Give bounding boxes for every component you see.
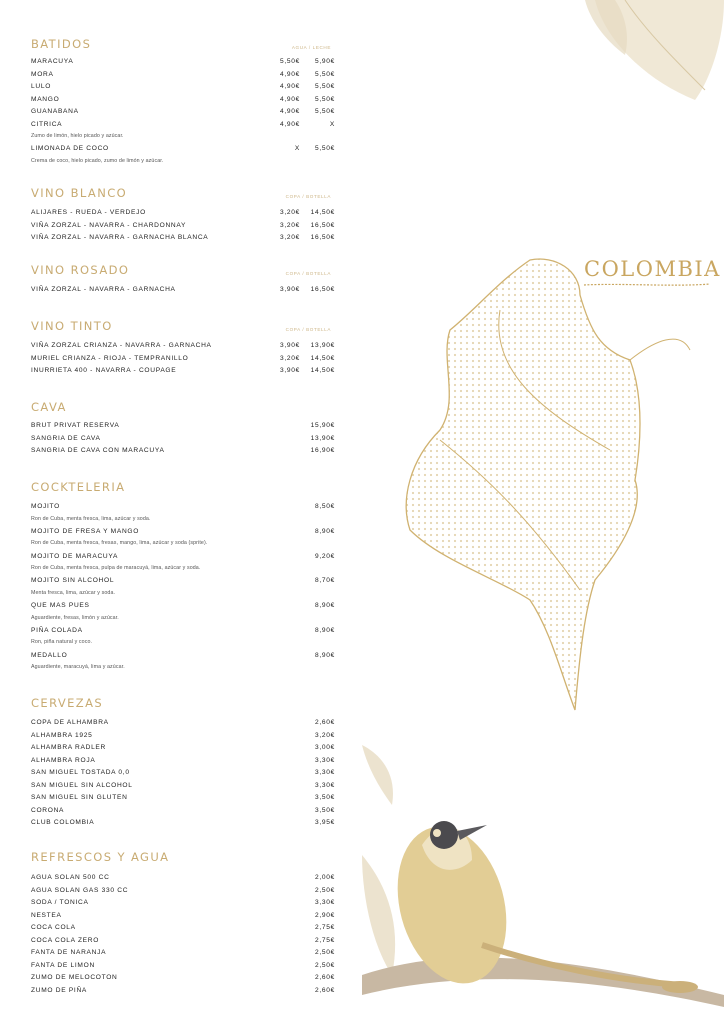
item-price: 8,90€ [314,602,335,610]
item-price: 2,90€ [314,911,335,919]
item-list [31,207,336,245]
item-name: BRUT PRIVAT RESERVA [31,422,120,429]
menu-item [31,69,336,82]
item-price: 8,70€ [314,577,335,585]
item-price-1: X [294,145,300,153]
menu-item [31,767,336,780]
menu-item [31,526,336,539]
item-list [31,501,336,675]
menu-item [31,730,336,743]
menu-item [31,56,336,69]
section-vino-tinto [31,318,336,378]
item-name: ZUMO DE PIÑA [31,986,88,994]
item-price: 2,50€ [314,961,335,969]
section-cockteleria [31,479,336,675]
item-price-1: 3,20€ [279,221,300,229]
item-price: 15,90€ [310,422,335,429]
item-name: AGUA SOLAN 500 CC [31,874,110,881]
menu-item [31,872,336,885]
item-name: NESTEA [31,911,62,919]
item-name: ALHAMBRA ROJA [31,756,96,764]
item-price: 2,75€ [314,924,335,931]
menu-item [31,650,336,663]
menu-item [31,575,336,588]
menu-item [31,551,336,564]
item-price: 2,60€ [314,974,335,981]
menu-item [31,284,336,297]
item-name: MURIEL CRIANZA - RIOJA - TEMPRANILLO [31,354,189,362]
menu-item [31,717,336,730]
item-price: 3,50€ [314,806,335,814]
item-name: MORA [31,70,54,78]
section-cava [31,399,336,458]
section-title: VINO BLANCO [31,186,128,200]
section-vino-blanco [31,185,336,245]
item-name: MARACUYA [31,58,74,65]
menu-item [31,433,336,446]
item-name: PIÑA COLADA [31,626,83,634]
item-name: MEDALLO [31,651,68,659]
item-name: CITRICA [31,120,63,128]
item-name: COCA COLA [31,924,76,931]
item-name: LULO [31,83,52,90]
menu-item [31,947,336,960]
item-list [31,717,336,830]
section-title: REFRESCOS Y AGUA [31,850,170,864]
item-name: CORONA [31,806,65,814]
item-price-1: 3,90€ [279,342,300,349]
item-price: 3,30€ [314,769,335,776]
section-title: CAVA [31,400,67,414]
menu-item [31,207,336,220]
item-name: ALHAMBRA 1925 [31,731,93,739]
item-price-1: 4,90€ [279,95,300,103]
item-name: FANTA DE NARANJA [31,949,107,956]
item-name: ALIJARES - RUEDA - VERDEJO [31,209,146,216]
item-price: 3,95€ [314,819,335,826]
section-title: CERVEZAS [31,696,104,710]
item-name: VIÑA ZORZAL - NAVARRA - GARNACHA BLANCA [31,234,209,241]
item-list [31,56,336,168]
item-name: SANGRIA DE CAVA [31,434,101,442]
item-price: 2,60€ [314,986,335,994]
item-name: COPA DE ALHAMBRA [31,719,109,726]
item-name: COCA COLA ZERO [31,936,100,944]
section-vino-rosado [31,262,336,297]
menu-item [31,106,336,119]
column-header: COPA / BOTELLA [285,194,331,199]
menu-item [31,81,336,94]
column-header: AGUA / LECHE [291,45,331,50]
section-title: COCKTELERIA [31,480,126,494]
item-price-2: 5,90€ [314,58,335,65]
item-price: 3,30€ [314,756,335,764]
item-name: GUANABANA [31,108,79,115]
item-price-2: 16,50€ [310,286,335,293]
menu-item [31,501,336,514]
item-price-1: 5,50€ [279,58,300,65]
menu-item [31,805,336,818]
item-name: ALHAMBRA RADLER [31,744,106,751]
item-price: 2,00€ [314,874,335,881]
item-description: Ron de Cuba, menta fresca, lima, azúcar y soda. [31,515,151,522]
menu-item [31,960,336,973]
item-price: 8,90€ [314,651,335,659]
menu-item [31,420,336,433]
item-list [31,284,336,297]
menu-item [31,340,336,353]
item-price: 2,60€ [314,719,335,726]
item-price-2: 5,50€ [314,145,335,153]
leaf-illustration-top [585,0,724,110]
item-name: SAN MIGUEL SIN ALCOHOL [31,781,133,789]
menu-item [31,755,336,768]
menu-item [31,910,336,923]
item-name: ZUMO DE MELOCOTON [31,974,118,981]
item-name: CLUB COLOMBIA [31,819,95,826]
item-description: Zumo de limón, hielo picado y azúcar. [31,133,124,139]
item-price: 8,50€ [314,503,335,510]
item-price: 2,50€ [314,949,335,956]
menu-item [31,625,336,638]
column-header: COPA / BOTELLA [285,327,331,332]
item-description: Ron de Cuba, menta fresca, pulpa de maracuyá, lima, azúcar y soda. [31,565,201,572]
item-name: FANTA DE LIMON [31,961,95,969]
item-description: Crema de coco, hielo picado, zumo de limón y azúcar. [31,157,164,164]
menu-item [31,935,336,948]
item-name: VIÑA ZORZAL - NAVARRA - CHARDONNAY [31,221,187,229]
item-description: Ron, piña natural y coco. [31,639,93,646]
item-name: AGUA SOLAN GAS 330 CC [31,886,129,894]
item-name: SODA / TONICA [31,899,89,906]
item-price-1: 4,90€ [279,108,300,115]
menu-item [31,897,336,910]
item-price: 9,20€ [314,552,335,560]
item-price-1: 3,90€ [279,367,300,374]
menu-item [31,985,336,998]
item-price: 3,30€ [314,899,335,906]
menu-item [31,143,336,156]
item-price: 3,20€ [314,731,335,739]
item-price-2: X [329,120,335,128]
item-price-1: 3,20€ [279,354,300,362]
item-price: 3,50€ [314,794,335,801]
menu-item [31,600,336,613]
item-list [31,340,336,378]
item-name: INURRIETA 400 - NAVARRA - COUPAGE [31,367,177,374]
item-price-2: 14,50€ [310,209,335,216]
item-price-1: 3,20€ [279,209,300,216]
item-price: 3,00€ [314,744,335,751]
section-refrescos [31,849,336,997]
item-price-2: 5,50€ [314,95,335,103]
menu-item [31,94,336,107]
item-price-1: 4,90€ [279,120,300,128]
section-batidos [31,36,336,168]
item-price-2: 13,90€ [310,342,335,349]
item-name: MOJITO DE FRESA Y MANGO [31,527,140,535]
item-price: 3,30€ [314,781,335,789]
item-name: MANGO [31,95,60,103]
item-price: 8,90€ [314,527,335,535]
item-name: VIÑA ZORZAL CRIANZA - NAVARRA - GARNACHA [31,342,212,349]
menu-item [31,922,336,935]
item-price-1: 4,90€ [279,70,300,78]
item-list [31,420,336,458]
column-header: COPA / BOTELLA [285,271,331,276]
item-price: 16,90€ [310,447,335,454]
menu-item [31,792,336,805]
item-price-2: 16,50€ [310,221,335,229]
menu-item [31,220,336,233]
item-price: 2,50€ [314,886,335,894]
item-price-2: 14,50€ [310,367,335,374]
item-name: VIÑA ZORZAL - NAVARRA - GARNACHA [31,286,176,293]
menu-item [31,353,336,366]
menu-item [31,119,336,132]
item-list [31,872,336,997]
map-title: COLOMBIA [584,257,721,281]
item-price-1: 4,90€ [279,83,300,90]
menu-item [31,817,336,830]
section-title: VINO ROSADO [31,263,130,277]
menu-item [31,232,336,245]
menu-item [31,742,336,755]
menu-item [31,972,336,985]
item-price-2: 5,50€ [314,83,335,90]
item-description: Ron de Cuba, menta fresca, fresas, mango, lima, azúcar y soda (sprite). [31,540,208,547]
item-description: Aguardiente, maracuyá, lima y azúcar. [31,664,125,671]
menu-item [31,780,336,793]
item-price: 2,75€ [314,936,335,944]
item-price-2: 5,50€ [314,70,335,78]
section-cervezas [31,695,336,830]
item-name: MOJITO [31,503,60,510]
item-price-1: 3,20€ [279,234,300,241]
section-title: VINO TINTO [31,319,113,333]
bird-illustration [362,745,724,1024]
menu-item [31,885,336,898]
item-price: 13,90€ [310,434,335,442]
menu-item [31,445,336,458]
item-price: 8,90€ [314,626,335,634]
item-price-2: 5,50€ [314,108,335,115]
section-title: BATIDOS [31,37,92,51]
item-name: SAN MIGUEL SIN GLUTEN [31,794,128,801]
item-name: MOJITO SIN ALCOHOL [31,577,115,585]
item-price-2: 14,50€ [310,354,335,362]
item-name: LIMONADA DE COCO [31,145,109,153]
item-name: QUE MAS PUES [31,602,90,610]
item-name: SANGRIA DE CAVA CON MARACUYA [31,447,165,454]
item-price-2: 16,50€ [310,234,335,241]
item-description: Aguardiente, fresas, limón y azúcar. [31,614,119,621]
item-price-1: 3,90€ [279,286,300,293]
colombia-map-illustration [380,250,710,720]
menu-item [31,365,336,378]
item-name: SAN MIGUEL TOSTADA 0,0 [31,769,130,776]
item-name: MOJITO DE MARACUYA [31,552,119,560]
item-description: Menta fresca, lima, azúcar y soda. [31,589,116,596]
